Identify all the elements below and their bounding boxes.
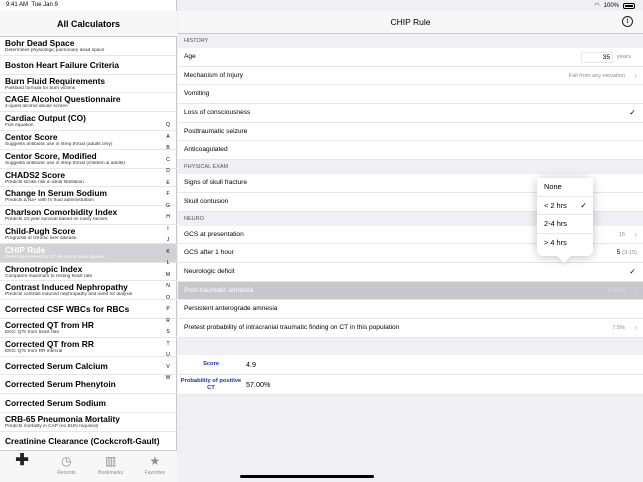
list-item-title: Contrast Induced Nephropathy <box>5 282 128 293</box>
index-letter[interactable]: Q <box>166 122 170 128</box>
index-letter[interactable]: I <box>167 225 169 232</box>
date-text: Tue Jan 9 <box>31 2 58 8</box>
tab-all[interactable] <box>0 451 44 482</box>
index-letter[interactable]: C <box>166 156 170 163</box>
list-item-subtitle: Suggests antibiotic use in strep throat (children & adults) <box>5 160 125 166</box>
index-letter[interactable]: L <box>166 260 170 266</box>
list-item-subtitle: EKG: QTc from heart rate <box>5 329 60 335</box>
section-index[interactable] <box>164 120 172 385</box>
row-post-traumatic-amnesia[interactable] <box>178 282 643 301</box>
status-indicators <box>594 2 635 9</box>
list-item[interactable] <box>0 131 177 150</box>
seizure-label: Posttraumatic seizure <box>184 127 248 135</box>
page-title: CHIP Rule <box>390 17 431 27</box>
list-item[interactable] <box>0 112 177 131</box>
nav-bar <box>178 11 643 34</box>
list-item-title: CAGE Alcohol Questionnaire <box>5 94 121 105</box>
index-letter[interactable]: K <box>166 248 170 255</box>
index-letter[interactable]: U <box>166 352 170 358</box>
star-icon: ★ <box>149 454 161 468</box>
index-letter[interactable]: O <box>166 294 170 301</box>
tab-bookmarks-label: Bookmarks <box>98 470 124 476</box>
section-neuro: NEURO <box>178 212 643 226</box>
tab-bar <box>0 450 177 482</box>
probability-value: 57.00% <box>246 380 271 389</box>
list-item-subtitle: 4-quest alcohol abuse screen <box>5 104 68 110</box>
sidebar-title: All Calculators <box>0 11 177 37</box>
row-pretest-probability[interactable] <box>178 319 643 338</box>
list-item-title: Burn Fluid Requirements <box>5 75 106 86</box>
list-item-subtitle: Prognosis of chronic liver disease <box>5 235 77 241</box>
list-item[interactable] <box>0 93 177 112</box>
probability-label: Probability of positive CT <box>180 378 242 391</box>
list-item[interactable] <box>0 338 177 357</box>
list-item-title: Chronotropic Index <box>5 263 83 274</box>
index-letter[interactable]: W <box>165 375 171 381</box>
list-item[interactable] <box>0 75 177 94</box>
tab-recents[interactable] <box>44 451 88 482</box>
list-item-title: Cardiac Output (CO) <box>5 113 86 124</box>
index-letter[interactable]: J <box>166 237 170 243</box>
popover-option[interactable] <box>537 197 593 216</box>
time-text: 9:41 AM <box>6 2 29 8</box>
index-letter[interactable]: S <box>166 329 170 335</box>
row-persistent-amnesia[interactable] <box>178 300 643 319</box>
checkmark-icon: ✓ <box>629 108 636 118</box>
gcs-value: 15 <box>618 231 625 238</box>
list-item-title: Change In Serum Sodium <box>5 188 107 199</box>
list-item-title: Corrected QT from HR <box>5 319 94 330</box>
list-item-title: Corrected Serum Calcium <box>5 360 108 371</box>
tab-favorites-label: Favorites <box>144 470 166 476</box>
calculator-list[interactable] <box>0 37 177 450</box>
list-item-title: Centor Score <box>5 131 58 142</box>
anticoag-label: Anticoagulated <box>184 146 228 154</box>
list-item[interactable] <box>0 187 177 206</box>
list-item[interactable] <box>0 413 177 432</box>
list-item-subtitle: Determines need for CT for minor head injuries <box>5 254 105 260</box>
list-item[interactable] <box>0 150 177 169</box>
popover-option-label: < 2 hrs <box>544 200 567 210</box>
row-age[interactable] <box>178 48 643 67</box>
list-item-title: CHADS2 Score <box>5 169 66 180</box>
list-item-subtitle: Determines physiologic pulmonary dead space <box>5 48 105 53</box>
list-item-subtitle: Fick equation <box>5 123 34 129</box>
mechanism-value: Fall from any elevation <box>568 72 625 79</box>
pta-label: Post-traumatic amnesia <box>184 286 254 294</box>
amnesia-options-popover <box>537 178 593 256</box>
list-item[interactable] <box>0 56 177 75</box>
popover-options <box>537 178 593 252</box>
persistent-label: Persistent anterograde amnesia <box>184 305 278 313</box>
list-item-title: Corrected Serum Sodium <box>5 398 106 409</box>
tab-favorites[interactable] <box>133 451 177 482</box>
chevron-right-icon: › <box>634 285 637 295</box>
plus-icon: ✚ <box>15 452 29 469</box>
probability-result <box>178 375 643 395</box>
list-item-subtitle: Suggests antibiotic use in strep throat (adults only) <box>5 141 113 147</box>
status-time <box>6 2 58 8</box>
age-input[interactable]: 35 <box>581 52 613 63</box>
gcs-1h-value: 5 <box>616 249 621 257</box>
list-item-title: Corrected Serum Phenytoin <box>5 379 116 390</box>
results-panel <box>178 355 643 395</box>
index-letter[interactable]: V <box>166 363 170 370</box>
list-item-title: Child-Pugh Score <box>5 225 76 236</box>
index-letter[interactable]: M <box>165 271 171 278</box>
list-item-title: Centor Score, Modified <box>5 150 97 161</box>
row-anticoagulated[interactable] <box>178 141 643 160</box>
index-letter[interactable]: T <box>166 340 170 347</box>
list-item-title: Boston Heart Failure Criteria <box>5 59 120 70</box>
popover-option-label: None <box>544 182 562 191</box>
list-item[interactable] <box>0 375 177 394</box>
status-bar-right <box>178 0 643 11</box>
list-item[interactable] <box>0 169 177 188</box>
home-indicator <box>240 475 374 478</box>
section-history: HISTORY <box>178 34 643 48</box>
popover-option-label: > 4 hrs <box>544 237 567 247</box>
list-item[interactable] <box>0 225 177 244</box>
row-vomiting[interactable] <box>178 85 643 104</box>
gcs-1h-range: (3-15) <box>622 250 637 257</box>
mechanism-label: Mechanism of Injury <box>184 71 243 79</box>
battery-percent: 100% <box>603 2 619 9</box>
list-item[interactable] <box>0 432 177 450</box>
gcs-1h-label: GCS after 1 hour <box>184 249 234 257</box>
list-item[interactable] <box>0 281 177 300</box>
list-item-title: Bohr Dead Space <box>5 38 75 48</box>
index-letter[interactable]: A <box>166 133 170 140</box>
row-loss-of-consciousness[interactable] <box>178 104 643 123</box>
list-item[interactable] <box>0 357 177 376</box>
list-item-subtitle: Predicts contrast induced nephropathy and need for dialysis <box>5 292 133 298</box>
list-item-subtitle: Compares maximum to resting heart rate <box>5 273 93 279</box>
index-letter[interactable]: R <box>166 317 170 324</box>
list-item-subtitle: Predicts mortality in CAP (no BUN required) <box>5 423 99 429</box>
popover-option[interactable] <box>537 178 593 197</box>
chevron-right-icon: › <box>634 229 637 239</box>
list-item[interactable] <box>0 394 177 413</box>
list-item[interactable] <box>0 37 177 56</box>
tab-recents-label: Recents <box>57 470 76 476</box>
list-item-title: Charlson Comorbidity Index <box>5 207 118 218</box>
clock-icon: ◷ <box>61 454 72 468</box>
list-item[interactable] <box>0 206 177 225</box>
checkmark-icon: ✓ <box>629 266 636 276</box>
list-item-title: CHIP Rule <box>5 244 46 255</box>
list-item-title: Corrected QT from RR <box>5 338 94 349</box>
sidebar <box>0 0 177 482</box>
pretest-value: 7.5% <box>612 324 625 331</box>
index-letter[interactable]: G <box>166 202 170 209</box>
vomiting-label: Vomiting <box>184 90 210 98</box>
popover-option[interactable] <box>537 215 593 234</box>
info-icon[interactable]: i <box>622 16 633 27</box>
index-letter[interactable]: H <box>166 214 170 220</box>
index-letter[interactable]: P <box>166 306 170 312</box>
age-unit: years <box>616 54 631 60</box>
age-label: Age <box>184 53 196 60</box>
pretest-label: Pretest probability of intracranial traumatic finding on CT in this population <box>184 323 400 331</box>
list-item[interactable] <box>0 263 177 282</box>
row-neuro-deficit[interactable] <box>178 263 643 282</box>
neuro-deficit-label: Neurologic deficit <box>184 267 235 275</box>
tab-bookmarks[interactable] <box>89 451 133 482</box>
row-seizure[interactable] <box>178 123 643 142</box>
loc-label: Loss of consciousness <box>184 109 251 117</box>
battery-icon <box>623 3 635 9</box>
score-result <box>178 355 643 375</box>
skull-contusion-label: Skull contusion <box>184 197 229 205</box>
index-letter[interactable]: D <box>166 168 170 174</box>
list-item-subtitle: Predicts 10-year survival based on many factors <box>5 217 108 223</box>
list-item[interactable] <box>0 300 177 319</box>
list-item-title: CRB-65 Pneumonia Mortality <box>5 413 120 424</box>
list-item-subtitle: EKG: QTc from RR interval <box>5 348 63 354</box>
chevron-right-icon: › <box>634 322 637 332</box>
row-mechanism[interactable] <box>178 67 643 86</box>
index-letter[interactable]: E <box>166 179 170 186</box>
index-letter[interactable]: F <box>166 191 170 197</box>
gcs-label: GCS at presentation <box>184 230 244 238</box>
pta-value: < 2 hrs <box>607 287 625 294</box>
list-item-title: Corrected CSF WBCs for RBCs <box>5 304 130 315</box>
popover-option[interactable] <box>537 234 593 253</box>
skull-fracture-label: Signs of skull fracture <box>184 179 248 187</box>
gcs-1h-input[interactable] <box>617 244 637 262</box>
book-icon: ▥ <box>104 454 117 468</box>
list-item-subtitle: Predicts Δ Na+ with IV fluid administration <box>5 198 94 204</box>
section-physical-exam: PHYSICAL EXAM <box>178 160 643 174</box>
score-value: 4.9 <box>246 360 256 369</box>
chevron-right-icon: › <box>634 70 637 80</box>
checkmark-icon: ✓ <box>580 200 587 210</box>
index-letter[interactable]: B <box>166 145 170 151</box>
list-item-title: Creatinine Clearance (Cockcroft-Gault) <box>5 435 160 446</box>
list-item-subtitle: Parkland formula for burn victims <box>5 85 76 91</box>
popover-option-label: 2-4 hrs <box>544 219 568 228</box>
score-label: Score <box>202 361 220 368</box>
list-item[interactable] <box>0 244 177 263</box>
list-item[interactable] <box>0 319 177 338</box>
list-item-subtitle: Predicts stroke risk in atrial fibrillation <box>5 179 84 185</box>
wifi-icon: ◠ <box>594 3 600 9</box>
index-letter[interactable]: N <box>166 283 170 289</box>
